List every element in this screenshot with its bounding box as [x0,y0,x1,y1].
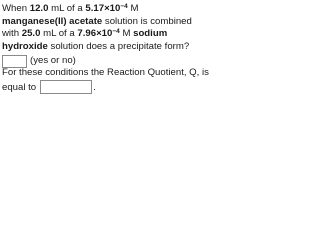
reaction-quotient-question [2,67,209,96]
concentration-2-unit: M [119,28,134,39]
volume-2: 25.0 [21,28,41,39]
text-equal-to: equal to [2,81,37,93]
text-with: with [2,28,22,39]
reaction-quotient-input[interactable] [40,80,92,94]
concentration-1-unit: M [127,3,139,14]
concentration-1-exponent: −4 [120,3,128,10]
text-when: When [2,3,30,14]
volume-1: 12.0 [29,3,49,14]
answer-hint: (yes or no) [30,54,76,66]
concentration-2-base: 7.96×10 [77,28,113,39]
text-ml-of-a-2: mL of a [40,28,78,39]
q2-line-1: For these conditions the Reaction Quotient, Q, is [2,67,209,78]
precipitate-answer-input[interactable] [2,55,27,68]
reagent-2-part-1: sodium [133,28,168,39]
concentration-1 [85,3,127,14]
concentration-1-base: 5.17×10 [85,3,121,14]
reagent-2-part-2: hydroxide [2,40,48,52]
question-line-2 [2,16,198,29]
question-line-4 [2,41,198,54]
text-ml-of-a: mL of a [48,3,86,14]
concentration-2-exponent: −4 [112,28,120,35]
q2-line-2 [2,80,198,96]
question-line-1 [2,3,198,16]
period-text: . [93,81,96,93]
reagent-1: manganese(II) acetate [2,15,103,27]
concentration-2 [77,28,119,39]
text-solution-combined: solution is combined [102,15,192,27]
question-text [2,3,198,69]
text-precipitate-question: solution does a precipitate form? [47,40,190,52]
question-line-3 [2,28,198,41]
